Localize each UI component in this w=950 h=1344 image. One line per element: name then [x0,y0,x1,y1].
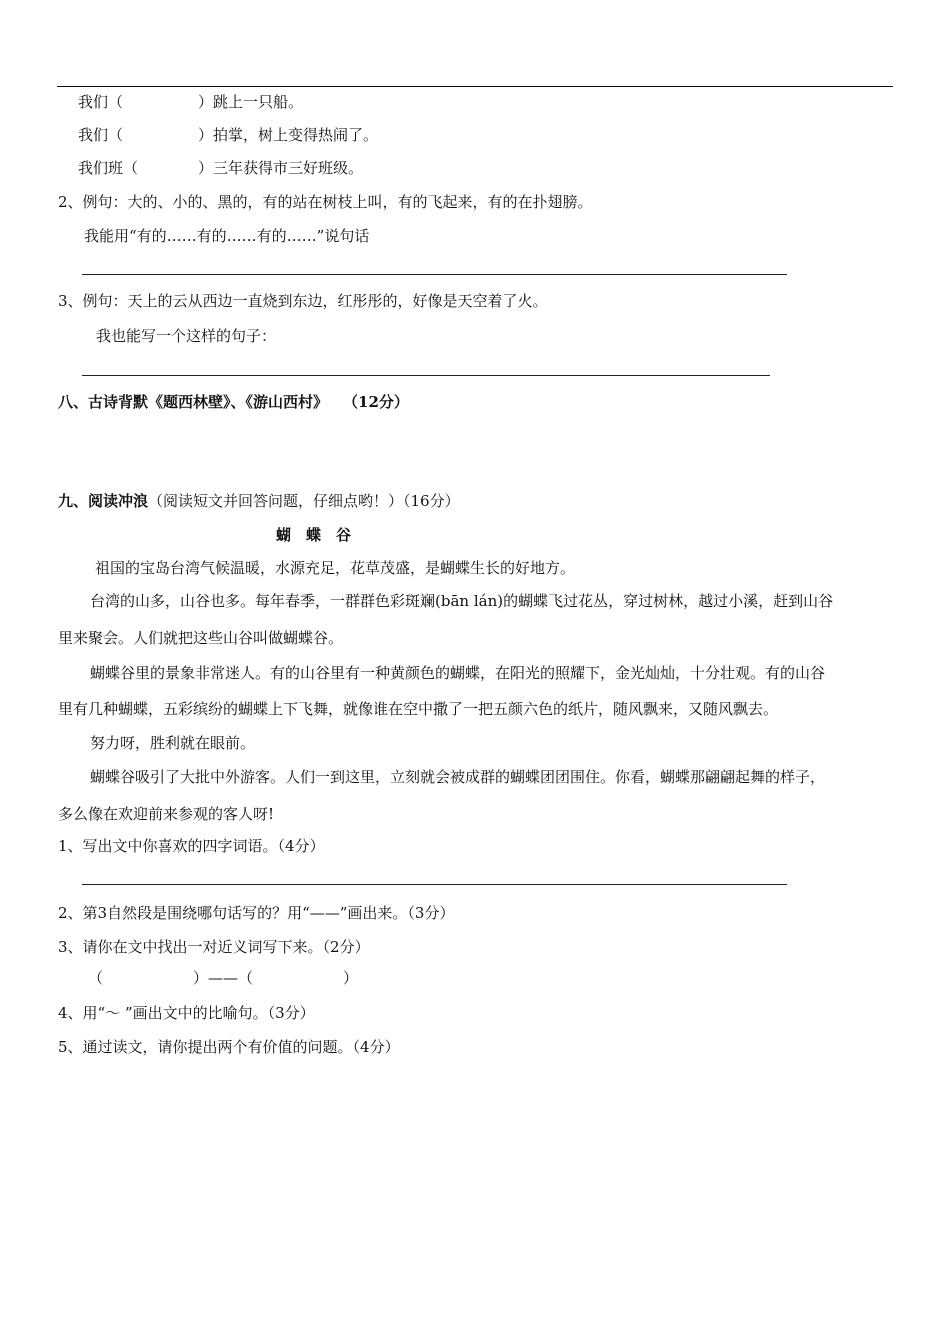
reading-question-4: 4、用“～ ”画出文中的比喻句。（3分） [58,1004,315,1022]
section-8-title: 八、古诗背默《题西林壁》、《游山西村》 （12分） [58,393,409,411]
question-2-example: 2、例句：大的、小的、黑的，有的站在树枝上叫，有的飞起来，有的在扑翅膀。 [58,193,593,211]
question-3-example: 3、例句：天上的云从西边一直烧到东边，红彤彤的，好像是天空着了火。 [58,292,548,310]
passage-paragraph-5-line-1: 蝴蝶谷吸引了大批中外游客。人们一到这里，立刻就会被成群的蝴蝶团团围住。你看，蝴蝶那翩翩起舞的样子， [90,768,826,786]
answer-line-q3 [82,375,770,376]
passage-paragraph-1: 祖国的宝岛台湾气候温暖，水源充足，花草茂盛，是蝴蝶生长的好地方。 [95,559,576,577]
question-3-prompt: 我也能写一个这样的句子： [96,327,277,345]
answer-line-reading-q1 [82,884,787,885]
top-border-line [57,86,893,87]
passage-paragraph-3-line-2: 里有几种蝴蝶，五彩缤纷的蝴蝶上下飞舞，就像谁在空中撒了一把五颜六色的纸片，随风飘来，又随风飘去。 [58,700,779,718]
passage-paragraph-5-line-2: 多么像在欢迎前来参观的客人呀! [58,805,275,823]
reading-question-3-blank: （ ）——（ ） [88,969,359,987]
fill-blank-line-2: 我们（ ）拍掌，树上变得热闹了。 [78,126,379,144]
fill-blank-line-3: 我们班（ ）三年获得市三好班级。 [78,159,364,177]
passage-paragraph-3-line-1: 蝴蝶谷里的景象非常迷人。有的山谷里有一种黄颜色的蝴蝶，在阳光的照耀下，金光灿灿，十分壮观。有的山谷 [90,664,826,682]
passage-title: 蝴 蝶 谷 [276,526,352,544]
section-9-title [58,491,460,511]
passage-paragraph-4: 努力呀，胜利就在眼前。 [90,734,256,752]
reading-question-3: 3、请你在文中找出一对近义词写下来。（2分） [58,938,370,956]
passage-paragraph-2-line-1: 台湾的山多，山谷也多。每年春季，一群群色彩斑斓(bān lán)的蝴蝶飞过花丛，穿过树林，越过小溪，赶到山谷 [90,592,834,610]
reading-question-5: 5、通过读文，请你提出两个有价值的问题。（4分） [58,1038,400,1056]
section-9-title-rest: （阅读短文并回答问题，仔细点哟！）（16分） [148,492,460,510]
section-9-title-bold: 九、阅读冲浪 [58,492,149,510]
passage-paragraph-2-line-2: 里来聚会。人们就把这些山谷叫做蝴蝶谷。 [58,629,344,647]
answer-line-q2 [82,274,787,275]
reading-question-2: 2、第3自然段是围绕哪句话写的？用“——”画出来。（3分） [58,904,455,922]
reading-question-1: 1、写出文中你喜欢的四字词语。（4分） [58,837,325,855]
fill-blank-line-1: 我们（ ）跳上一只船。 [78,93,304,111]
question-2-prompt: 我能用“有的……有的……有的……”说句话 [84,227,370,245]
